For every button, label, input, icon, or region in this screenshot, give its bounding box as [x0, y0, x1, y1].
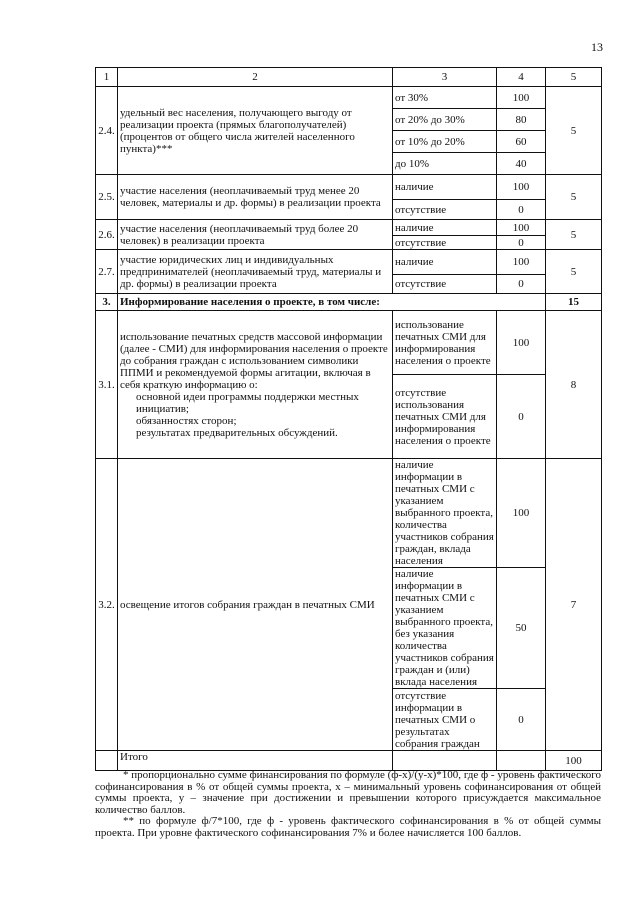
table-header-row: [96, 68, 602, 87]
option-label: наличие информации в печатных СМИ с указанием выбранного проекта, количества участников собрания граждан, вклада населения: [393, 459, 497, 568]
option-label: наличие: [393, 250, 497, 275]
option-label: отсутствие использования печатных СМИ для информирования населения о проекте: [393, 375, 497, 459]
max-score: 5: [546, 250, 602, 294]
option-points: 100: [497, 311, 546, 375]
table-row: [96, 175, 602, 200]
option-points: 0: [497, 200, 546, 220]
option-label: отсутствие: [393, 236, 497, 250]
option-points: 100: [497, 459, 546, 568]
option-label: до 10%: [393, 153, 497, 175]
option-label: отсутствие: [393, 275, 497, 294]
option-points: 100: [497, 220, 546, 236]
option-points: 50: [497, 568, 546, 689]
total-number-cell: [96, 751, 118, 771]
option-points: 0: [497, 275, 546, 294]
header-cell-5: 5: [546, 68, 602, 87]
section-row: [96, 294, 602, 311]
footnotes: [95, 770, 601, 839]
option-points: 60: [497, 131, 546, 153]
criterion-description: участие юридических лиц и индивидуальных предпринимателей (неоплачиваемый труд, материалы и др. формы) в реализации проекта: [118, 250, 393, 294]
max-score: 5: [546, 220, 602, 250]
option-label: отсутствие информации в печатных СМИ о результатах собрания граждан: [393, 689, 497, 751]
criteria-table: [95, 67, 602, 771]
criterion-description: участие населения (неоплачиваемый труд более 20 человек) в реализации проекта: [118, 220, 393, 250]
table-row: [96, 311, 602, 375]
section-number: 3.: [96, 294, 118, 311]
footnote: ** по формуле ф/7*100, где ф - уровень фактического софинансирования в % от общей суммы проекта. При уровне фактического софинансирования 7% и более начисляется 100 баллов.: [95, 815, 601, 839]
option-points: 40: [497, 153, 546, 175]
page-number: 13: [591, 40, 603, 54]
footnote: * пропорционально сумме финансирования по формуле (ф-х)/(у-х)*100, где ф - уровень фактического софинансирования в % от общей суммы проекта, х – минимальный уровень софинансирования от общей суммы проекта, у – значение при достижении и превышении которого присуждается максимальное количество баллов.: [95, 769, 601, 816]
header-cell-4: 4: [497, 68, 546, 87]
option-label: наличие информации в печатных СМИ с указанием выбранного проекта, без указания количества участников собрания граждан и (или) вклада населения: [393, 568, 497, 689]
row-number: 2.5.: [96, 175, 118, 220]
description-item: основной идеи программы поддержки местных инициатив;: [136, 390, 359, 415]
max-score: 5: [546, 175, 602, 220]
option-points: 100: [497, 175, 546, 200]
option-label: использование печатных СМИ для информирования населения о проекте: [393, 311, 497, 375]
description-item: обязанностях сторон;: [136, 414, 237, 427]
table-row: [96, 87, 602, 109]
table-row: [96, 220, 602, 236]
row-number: 3.2.: [96, 459, 118, 751]
header-cell-2: 2: [118, 68, 393, 87]
total-value: 100: [546, 751, 602, 771]
table-row: [96, 459, 602, 568]
row-number: 2.7.: [96, 250, 118, 294]
option-points: 0: [497, 236, 546, 250]
header-cell-1: 1: [96, 68, 118, 87]
option-points: 0: [497, 375, 546, 459]
description-item: результатах предварительных обсуждений.: [136, 426, 338, 439]
total-row: [96, 751, 602, 771]
option-label: от 30%: [393, 87, 497, 109]
total-empty-cell: [393, 751, 497, 771]
criterion-description: участие населения (неоплачиваемый труд менее 20 человек, материалы и др. формы) в реализации проекта: [118, 175, 393, 220]
option-points: 100: [497, 87, 546, 109]
option-label: отсутствие: [393, 200, 497, 220]
criterion-description: освещение итогов собрания граждан в печатных СМИ: [118, 459, 393, 751]
criterion-description: удельный вес населения, получающего выгоду от реализации проекта (прямых благополучателей) (процентов от общего числа жителей населенного пункта)***: [118, 87, 393, 175]
option-points: 100: [497, 250, 546, 275]
max-score: 7: [546, 459, 602, 751]
option-label: от 10% до 20%: [393, 131, 497, 153]
max-score: 5: [546, 87, 602, 175]
option-label: наличие: [393, 175, 497, 200]
option-points: 0: [497, 689, 546, 751]
row-number: 2.4.: [96, 87, 118, 175]
criterion-description: [118, 311, 393, 459]
option-label: наличие: [393, 220, 497, 236]
description-main: использование печатных средств массовой информации (далее - СМИ) для информирования населения о проекте до собрания граждан с использованием символики ППМИ и рекомендуемой формы агитации, включая в себя краткую информацию о:: [120, 330, 388, 391]
max-score: 8: [546, 311, 602, 459]
header-cell-3: 3: [393, 68, 497, 87]
row-number: 2.6.: [96, 220, 118, 250]
option-label: от 20% до 30%: [393, 109, 497, 131]
option-points: 80: [497, 109, 546, 131]
row-number: 3.1.: [96, 311, 118, 459]
section-title: Информирование населения о проекте, в том числе:: [118, 294, 546, 311]
total-empty-cell: [497, 751, 546, 771]
section-max-score: 15: [546, 294, 602, 311]
total-label: Итого: [118, 751, 393, 771]
table-row: [96, 250, 602, 275]
